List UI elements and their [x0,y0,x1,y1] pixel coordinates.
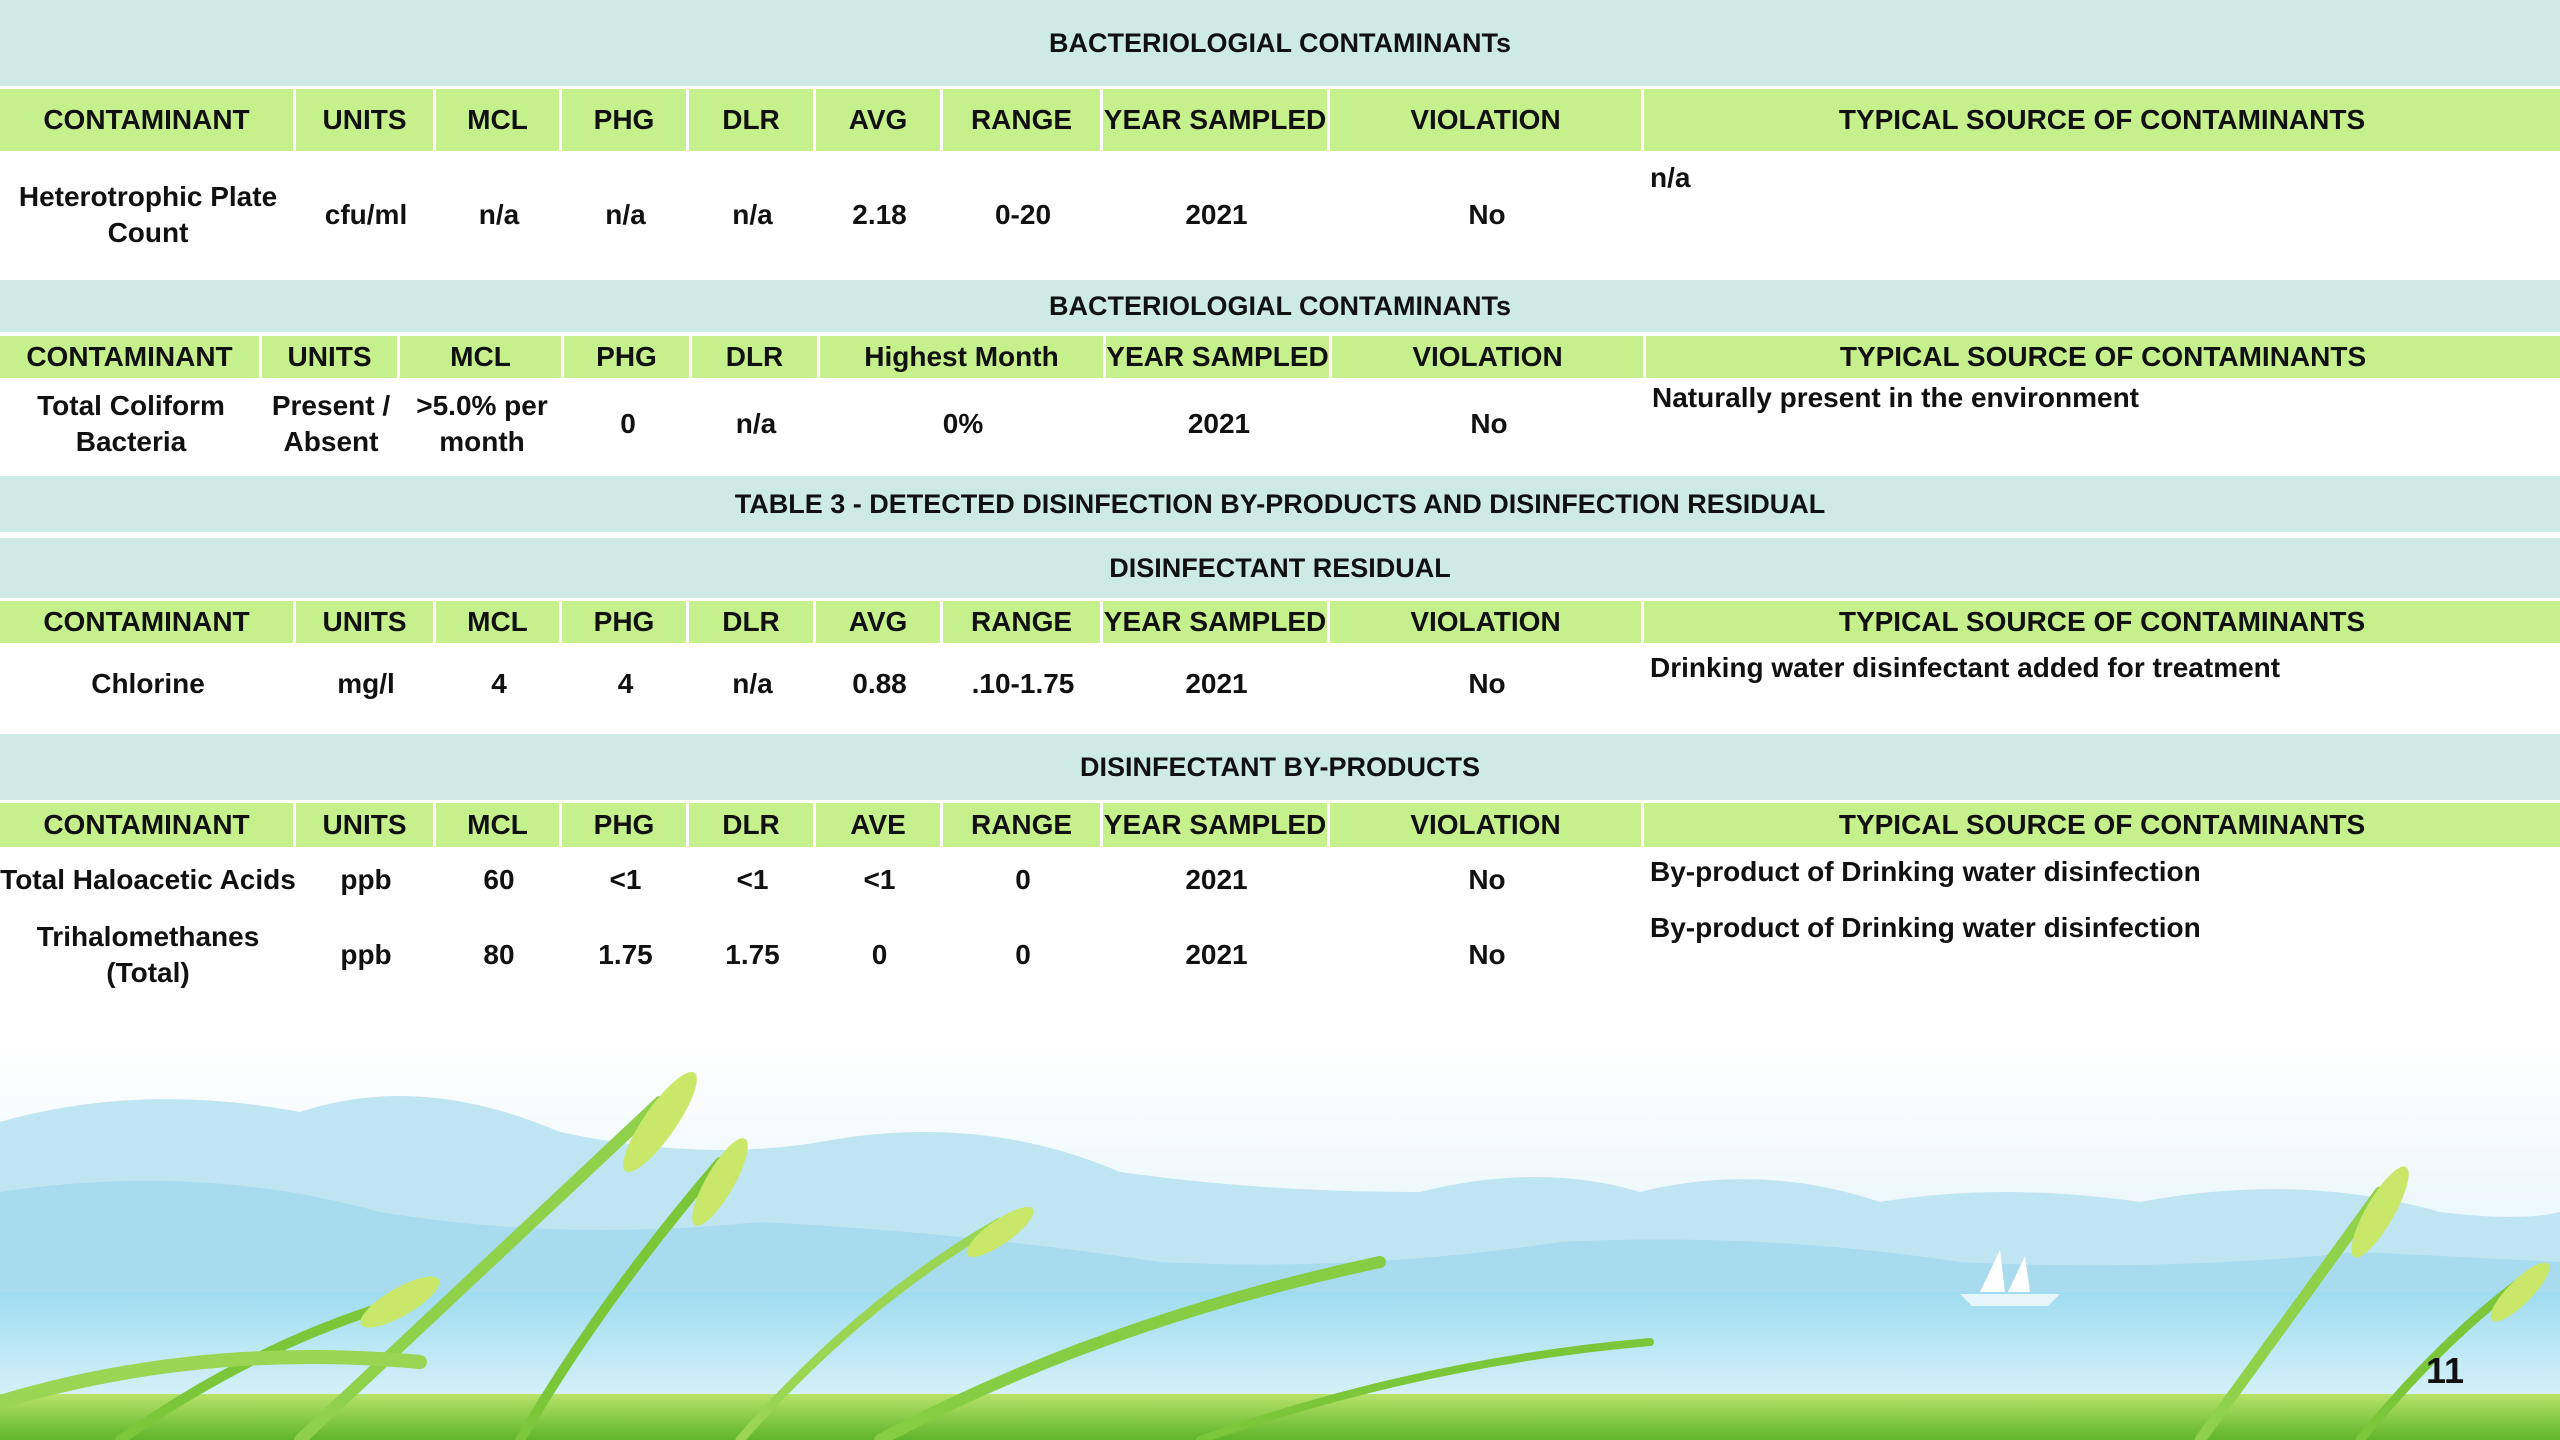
table-cell: No [1468,667,1506,699]
table-cell: By-product of Drinking water disinfection [1650,856,2201,887]
header-cell: CONTAMINANT [0,89,296,151]
landscape-background [0,1042,2560,1440]
table-cell: 0 [1015,863,1031,895]
section-title-text: BACTERIOLOGIAL CONTAMINANTs [1049,290,1511,321]
table-header-row [0,89,2560,151]
table-cell: Present / Absent [271,389,391,457]
table-row [0,852,2560,908]
header-cell: UNITS [296,601,436,643]
table-title [0,476,2560,532]
header-cell: UNITS [296,89,436,151]
table-row [0,908,2560,1002]
table-cell: Heterotrophic Plate Count [18,180,278,248]
section-title-text: DISINFECTANT RESIDUAL [1109,552,1451,583]
table-cell: 0% [942,407,984,439]
header-cell: TYPICAL SOURCE OF CONTAMINANTS [1838,808,2366,840]
header-cell: AVG [816,601,943,643]
table-cell: 2021 [1185,863,1248,895]
header-cell: DLR [689,601,816,643]
header-cell: Highest Month [820,336,1106,378]
header-cell: DLR [692,336,820,378]
section-title-text: BACTERIOLOGIAL CONTAMINANTs [1049,27,1511,58]
table-cell: By-product of Drinking water disinfection [1650,912,2201,943]
header-cell: VIOLATION [1330,803,1644,847]
table-cell: Total Haloacetic Acids [0,863,296,895]
table-cell: 1.75 [725,938,780,970]
table-cell: 0 [620,407,636,439]
table-cell: 0 [1015,938,1031,970]
header-cell: YEAR SAMPLED [1103,601,1330,643]
table-cell: No [1468,938,1506,970]
header-cell: PHG [562,601,689,643]
header-cell: PHG [564,336,692,378]
table-cell: 0 [871,938,888,970]
table-cell: n/a [478,198,520,230]
table-cell: 2.18 [852,198,907,230]
table-cell: n/a [732,667,773,699]
table-row [0,378,2560,470]
table-row [0,646,2560,722]
header-cell: UNITS [296,803,436,847]
table-cell: >5.0% per month [416,389,548,457]
table-cell: Naturally present in the environment [1652,382,2139,413]
header-cell: MCL [436,601,562,643]
header-cell: VIOLATION [1332,336,1646,378]
header-cell: VIOLATION [1330,89,1644,151]
table-cell: 2021 [1185,198,1248,230]
table-cell: 1.75 [598,938,653,970]
section-title [0,280,2560,332]
header-cell: MCL [400,336,564,378]
header-cell: DLR [689,89,816,151]
table-cell: n/a [732,198,773,230]
header-cell: YEAR SAMPLED [1106,336,1332,378]
header-cell: MCL [436,89,562,151]
header-cell: TYPICAL SOURCE OF CONTAMINANTS [1838,605,2366,637]
table-cell: No [1468,863,1506,895]
header-cell: DLR [689,803,816,847]
page-number: 11 [2425,1350,2464,1391]
table-cell: n/a [605,198,646,230]
table-cell: 4 [617,667,634,699]
table-cell: No [1470,407,1508,439]
header-cell: AVE [816,803,943,847]
header-cell: VIOLATION [1330,601,1644,643]
table-cell: <1 [863,863,896,895]
table-cell: Chlorine [91,667,205,699]
table-cell: n/a [1650,162,1691,193]
table-cell: Total Coliform Bacteria [37,389,225,457]
table-cell: 0.88 [852,667,907,699]
header-cell: UNITS [262,336,400,378]
table-cell: 60 [483,863,515,895]
table-cell: 2021 [1187,407,1251,439]
table-cell: Drinking water disinfectant added for treatment [1650,652,2281,683]
table-cell: No [1468,198,1506,230]
table-header-row [0,336,2560,378]
table-cell: 0-20 [994,198,1052,230]
table-cell: .10-1.75 [971,667,1075,699]
header-cell: MCL [436,803,562,847]
table-cell: ppb [340,938,392,970]
table-cell: 80 [483,938,515,970]
table-cell: 4 [491,667,507,699]
header-cell: RANGE [943,89,1103,151]
section-title-text: DISINFECTANT BY-PRODUCTS [1079,751,1480,782]
header-cell: YEAR SAMPLED [1103,803,1330,847]
header-cell: AVG [816,89,943,151]
header-cell: CONTAMINANT [0,336,262,378]
table-cell: mg/l [337,667,395,699]
table-cell: Trihalomethanes (Total) [36,920,260,988]
header-cell: PHG [562,803,689,847]
table-header-row [0,601,2560,643]
section-title [0,734,2560,800]
table-title-text: TABLE 3 - DETECTED DISINFECTION BY-PRODUCTS AND DISINFECTION RESIDUAL [734,488,1826,519]
table-cell: n/a [735,407,777,439]
table-cell: 2021 [1185,938,1248,970]
table-cell: ppb [340,863,392,895]
header-cell: PHG [562,89,689,151]
header-cell: TYPICAL SOURCE OF CONTAMINANTS [1838,103,2366,135]
table-cell: <1 [736,863,769,895]
section-title [0,538,2560,598]
header-cell: YEAR SAMPLED [1103,89,1330,151]
table-header-row [0,803,2560,847]
table-cell: cfu/ml [324,198,408,230]
header-cell: TYPICAL SOURCE OF CONTAMINANTS [1839,340,2367,372]
header-cell: RANGE [943,601,1103,643]
header-cell: CONTAMINANT [0,601,296,643]
table-cell: <1 [609,863,642,895]
section-title [0,0,2560,86]
header-cell: RANGE [943,803,1103,847]
table-cell: 2021 [1185,667,1248,699]
table-row [0,154,2560,276]
header-cell: CONTAMINANT [0,803,296,847]
